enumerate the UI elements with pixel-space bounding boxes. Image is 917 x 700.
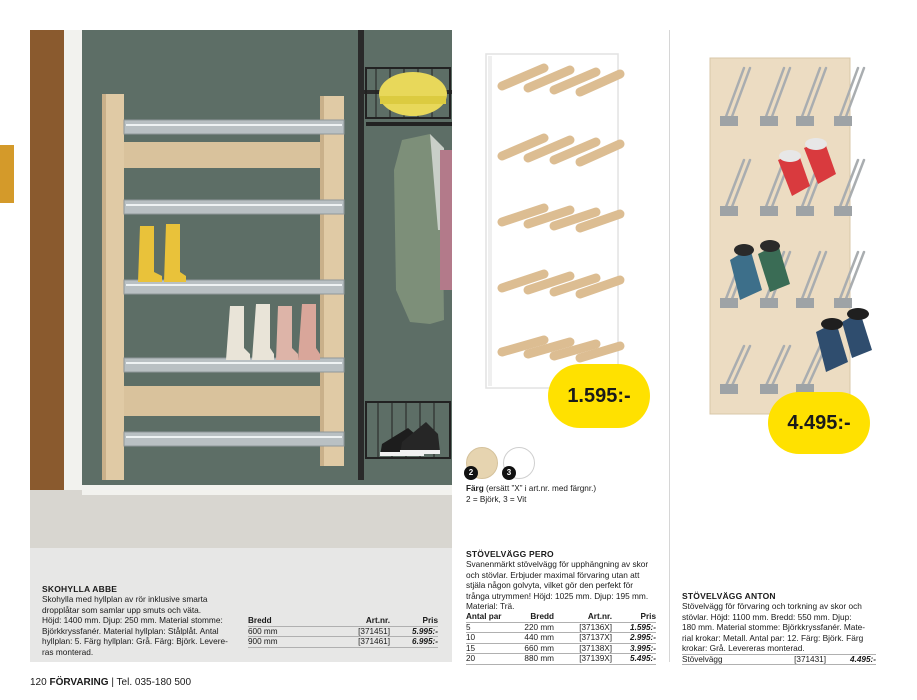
swatch-number: 3	[502, 466, 516, 480]
swatch-number: 2	[464, 466, 478, 480]
page-footer	[30, 677, 191, 688]
description-line: 180 mm. Material stomme: Björkkryssfanér. Mate-	[682, 622, 866, 633]
col-header-artnr: Art.nr.	[587, 612, 612, 621]
cell-antal: 20	[466, 654, 476, 664]
description-line: stjäla någon golvyta, vilket gör den perfekt för	[466, 580, 633, 591]
description-line: hyllplan: 5. Färg hyllplan: Grå. Färg: Björk. Levere-	[42, 636, 228, 647]
col-header-bredd: Bredd	[248, 616, 272, 625]
description-line: och stövlar. Erbjuder maximal förvaring utan att	[466, 569, 640, 580]
cell-artnr: [37138X]	[579, 643, 612, 653]
cell-antal: 5	[466, 622, 471, 632]
skohylla-description	[42, 594, 228, 658]
col-header-pris: Pris	[422, 616, 438, 625]
page-number: 120	[30, 677, 47, 688]
description-line: Höjd: 1400 mm. Djup: 250 mm. Material stomme:	[42, 615, 223, 626]
description-line: Svanenmärkt stövelvägg för upphängning av skor	[466, 559, 649, 569]
cell-bredd: 220 mm	[524, 622, 554, 632]
pero-title: STÖVELVÄGG PERO	[466, 549, 554, 559]
table-row	[248, 627, 438, 638]
column-divider	[669, 30, 670, 662]
cell-pris: 2.995:-	[630, 633, 656, 643]
pero-description	[466, 559, 648, 612]
pero-price-badge: 1.595:-	[548, 364, 650, 428]
description-line: Material: Trä.	[466, 601, 515, 612]
description-line: Stövelvägg för förvaring och torkning av skor och	[682, 601, 862, 611]
description-line: rial krokar: Metall. Antal par: 12. Färg: Björk. Färg	[682, 632, 864, 643]
cell-artnr: [37137X]	[579, 633, 612, 643]
table-row	[466, 644, 656, 655]
col-header-pris: Pris	[640, 612, 656, 621]
section-tab-marker	[0, 145, 14, 203]
cell-artnr: [37136X]	[579, 622, 612, 632]
cell-artnr: [37139X]	[579, 654, 612, 664]
cell-artnr: [371431]	[794, 655, 826, 664]
description-line: krokar: Grå. Levereras monterad.	[682, 643, 805, 654]
skohylla-title: SKOHYLLA ABBE	[42, 584, 118, 594]
cell-bredd: 440 mm	[524, 633, 554, 643]
table-row	[682, 654, 876, 665]
description-line: trånga utrymmen! Höjd: 1025 mm. Djup: 195 mm.	[466, 590, 649, 601]
table-row	[466, 623, 656, 634]
skohylla-price-table	[248, 616, 438, 648]
col-header-bredd: Bredd	[530, 612, 554, 621]
cell-antal: 15	[466, 643, 476, 653]
anton-description	[682, 601, 865, 654]
table-header-row	[466, 612, 656, 623]
cell-artnr: [371451]	[358, 626, 390, 636]
col-header-antal: Antal par	[466, 612, 502, 621]
description-line: Björkkryssfanér. Material hyllplan: Stålplåt. Antal	[42, 625, 219, 636]
skohylla-info-panel	[30, 548, 452, 662]
pero-color-info	[466, 484, 596, 505]
cell-antal: 10	[466, 633, 476, 643]
cell-bredd: 900 mm	[248, 637, 278, 647]
cell-pris: 3.995:-	[630, 643, 656, 653]
cell-artnr: [371461]	[358, 637, 390, 647]
table-row	[466, 633, 656, 644]
description-line: dropplåtar som samlar upp smuts och väta.	[42, 604, 202, 615]
table-header-row	[248, 616, 438, 627]
anton-title: STÖVELVÄGG ANTON	[682, 591, 776, 601]
cell-pris: 5.495:-	[630, 654, 656, 664]
cell-pris: 1.595:-	[630, 622, 656, 632]
cell-bredd: 660 mm	[524, 643, 554, 653]
color-options: 2 = Björk, 3 = Vit	[466, 494, 527, 504]
cell-pris: 5.995:-	[412, 626, 438, 636]
phone-number: Tel. 035-180 500	[116, 677, 192, 688]
color-note: (ersätt ”X” i art.nr. med färgnr.)	[486, 484, 597, 493]
cell-bredd: 600 mm	[248, 626, 278, 636]
cell-pris: 6.995:-	[412, 637, 438, 647]
section-name: FÖRVARING	[49, 677, 109, 688]
skohylla-photo	[30, 30, 452, 548]
anton-product-image	[700, 50, 890, 420]
description-line: ras monterad.	[42, 646, 94, 657]
skohylla-illustration	[30, 30, 452, 548]
anton-price-table	[682, 654, 876, 665]
table-row	[248, 637, 438, 648]
cell-bredd: 880 mm	[524, 654, 554, 664]
table-row	[466, 654, 656, 665]
pero-product-image	[478, 46, 638, 396]
pero-price-table	[466, 612, 656, 665]
cell-pris: 4.495:-	[850, 655, 876, 664]
color-label: Färg	[466, 484, 484, 493]
footer-separator: |	[111, 677, 114, 688]
col-header-artnr: Art.nr.	[365, 616, 390, 625]
description-line: Skohylla med hyllplan av rör inklusive smarta	[42, 594, 208, 604]
anton-price-badge: 4.495:-	[768, 392, 870, 454]
description-line: stövlar. Höjd: 1100 mm. Bredd: 550 mm. Djup:	[682, 611, 852, 622]
cell-name: Stövelvägg	[682, 655, 723, 664]
color-line	[466, 484, 596, 495]
